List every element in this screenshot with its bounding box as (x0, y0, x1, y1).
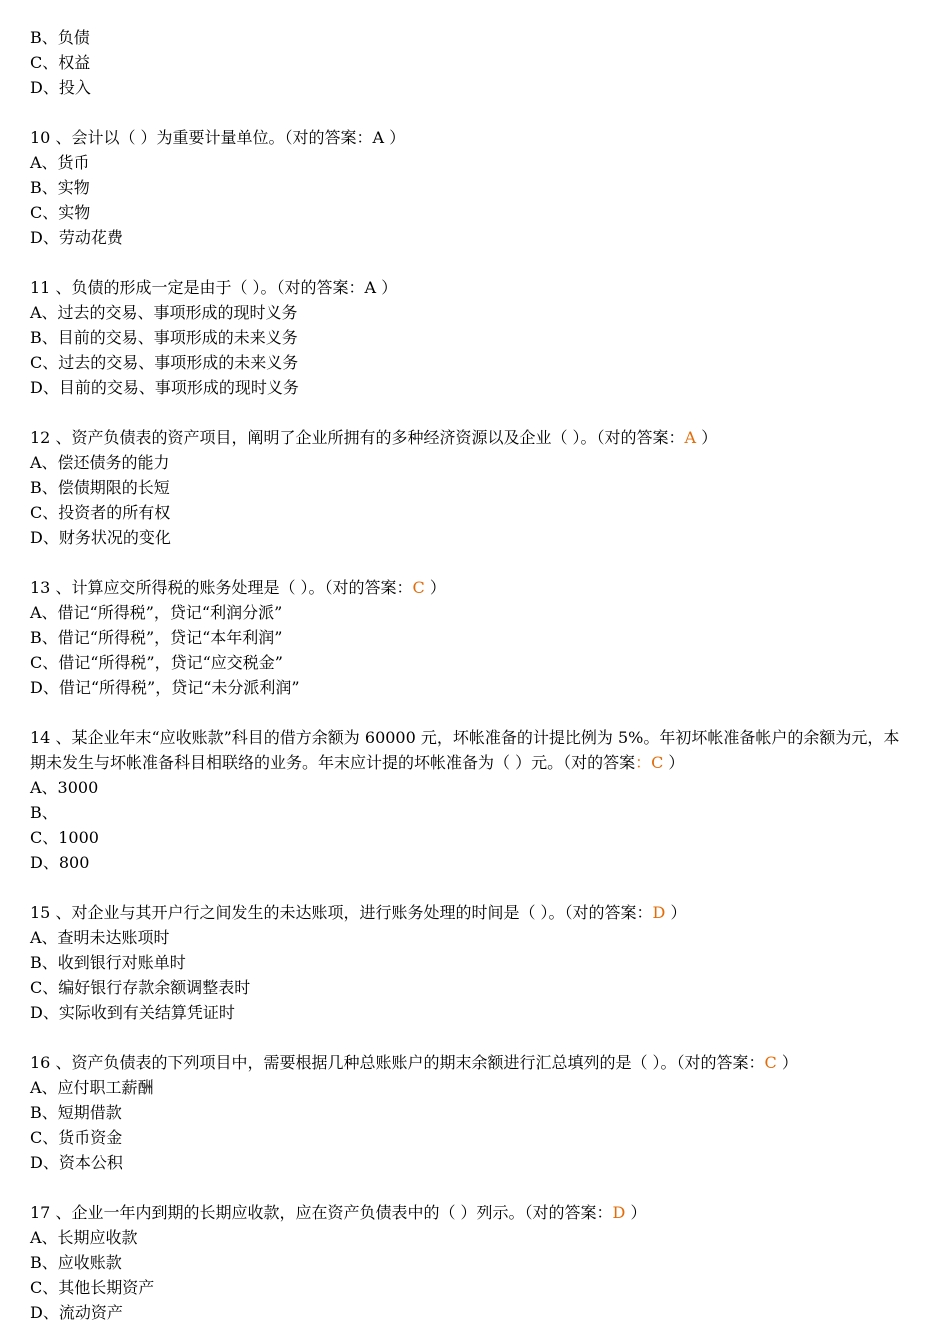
question-stem: 15 、对企业与其开户行之间发生的未达账项，进行账务处理的时间是（ ）。（对的答案：D ） (30, 903, 687, 922)
option-line: D、劳动花费 (30, 228, 123, 247)
answer-letter: A (364, 278, 377, 297)
option-line: D、资本公积 (30, 1153, 123, 1172)
spacer (30, 700, 910, 725)
question-stem: 13 、计算应交所得税的账务处理是（ ）。（对的答案：C ） (30, 578, 446, 597)
option-line: A、应付职工薪酬 (30, 1078, 154, 1097)
option-line: D、借记“所得税”，贷记“未分派利润” (30, 678, 300, 697)
option-line: C、权益 (30, 53, 91, 72)
option-line: B、收到银行对账单时 (30, 953, 186, 972)
question-stem: 17 、企业一年内到期的长期应收款，应在资产负债表中的（ ）列示。（对的答案：D ） (30, 1203, 647, 1222)
question-block (30, 425, 910, 550)
option-line: A、长期应收款 (30, 1228, 138, 1247)
option-line: A、借记“所得税”，贷记“利润分派” (30, 603, 283, 622)
answer-letter: D (612, 1203, 626, 1222)
document-body (30, 25, 910, 1325)
option-line: B、借记“所得税”，贷记“本年利润” (30, 628, 283, 647)
question-stem: 14 、某企业年末“应收账款”科目的借方余额为 60000 元，坏帐准备的计提比例为 5%。年初坏帐准备帐户的余额为元，本期未发生与坏帐准备科目相联络的业务。年末应计提的坏帐准备为（ ）元。（对的答案：C ） (30, 728, 900, 772)
answer-letter: A (684, 428, 697, 447)
spacer (30, 400, 910, 425)
option-line: D、800 (30, 853, 90, 872)
question-block (30, 125, 910, 250)
option-line: C、借记“所得税”，贷记“应交税金” (30, 653, 283, 672)
question-stem: 11 、负债的形成一定是由于（ ）。（对的答案：A ） (30, 278, 398, 297)
question-block (30, 575, 910, 700)
spacer (30, 1175, 910, 1200)
option-line: D、实际收到有关结算凭证时 (30, 1003, 235, 1022)
previous-question-options (30, 25, 910, 100)
option-line: D、投入 (30, 78, 91, 97)
option-line: B、负债 (30, 28, 90, 47)
spacer (30, 100, 910, 125)
question-stem: 10 、会计以（ ）为重要计量单位。（对的答案：A ） (30, 128, 406, 147)
option-line: B、应收账款 (30, 1253, 122, 1272)
option-line: C、投资者的所有权 (30, 503, 171, 522)
answer-letter: C (764, 1053, 777, 1072)
option-line: B、短期借款 (30, 1103, 122, 1122)
answer-letter: D (652, 903, 666, 922)
spacer (30, 875, 910, 900)
option-line: C、1000 (30, 828, 99, 847)
option-line: B、目前的交易、事项形成的未来义务 (30, 328, 298, 347)
spacer (30, 250, 910, 275)
answer-letter: A (372, 128, 385, 147)
option-line: A、偿还债务的能力 (30, 453, 170, 472)
option-line: C、其他长期资产 (30, 1278, 155, 1297)
option-line: C、过去的交易、事项形成的未来义务 (30, 353, 299, 372)
question-block (30, 275, 910, 400)
option-line: B、实物 (30, 178, 90, 197)
answer-letter: ：C (635, 753, 664, 772)
option-line: C、实物 (30, 203, 91, 222)
spacer (30, 1025, 910, 1050)
option-line: D、流动资产 (30, 1303, 123, 1322)
option-line: D、财务状况的变化 (30, 528, 171, 547)
option-line: C、编好银行存款余额调整表时 (30, 978, 251, 997)
option-line: C、货币资金 (30, 1128, 123, 1147)
question-block (30, 1200, 910, 1325)
option-line: D、目前的交易、事项形成的现时义务 (30, 378, 299, 397)
answer-letter: C (412, 578, 425, 597)
option-line: A、3000 (30, 778, 99, 797)
question-block (30, 725, 910, 875)
spacer (30, 550, 910, 575)
question-stem: 16 、资产负债表的下列项目中，需要根据几种总账账户的期末余额进行汇总填列的是（ ）。（对的答案：C ） (30, 1053, 798, 1072)
question-block (30, 1050, 910, 1175)
option-line: A、货币 (30, 153, 90, 172)
option-line: B、 (30, 803, 58, 822)
question-stem: 12 、资产负债表的资产项目，阐明了企业所拥有的多种经济资源以及企业（ ）。（对的答案：A ） (30, 428, 718, 447)
question-block (30, 900, 910, 1025)
option-line: A、过去的交易、事项形成的现时义务 (30, 303, 298, 322)
option-line: A、查明未达账项时 (30, 928, 170, 947)
option-line: B、偿债期限的长短 (30, 478, 170, 497)
